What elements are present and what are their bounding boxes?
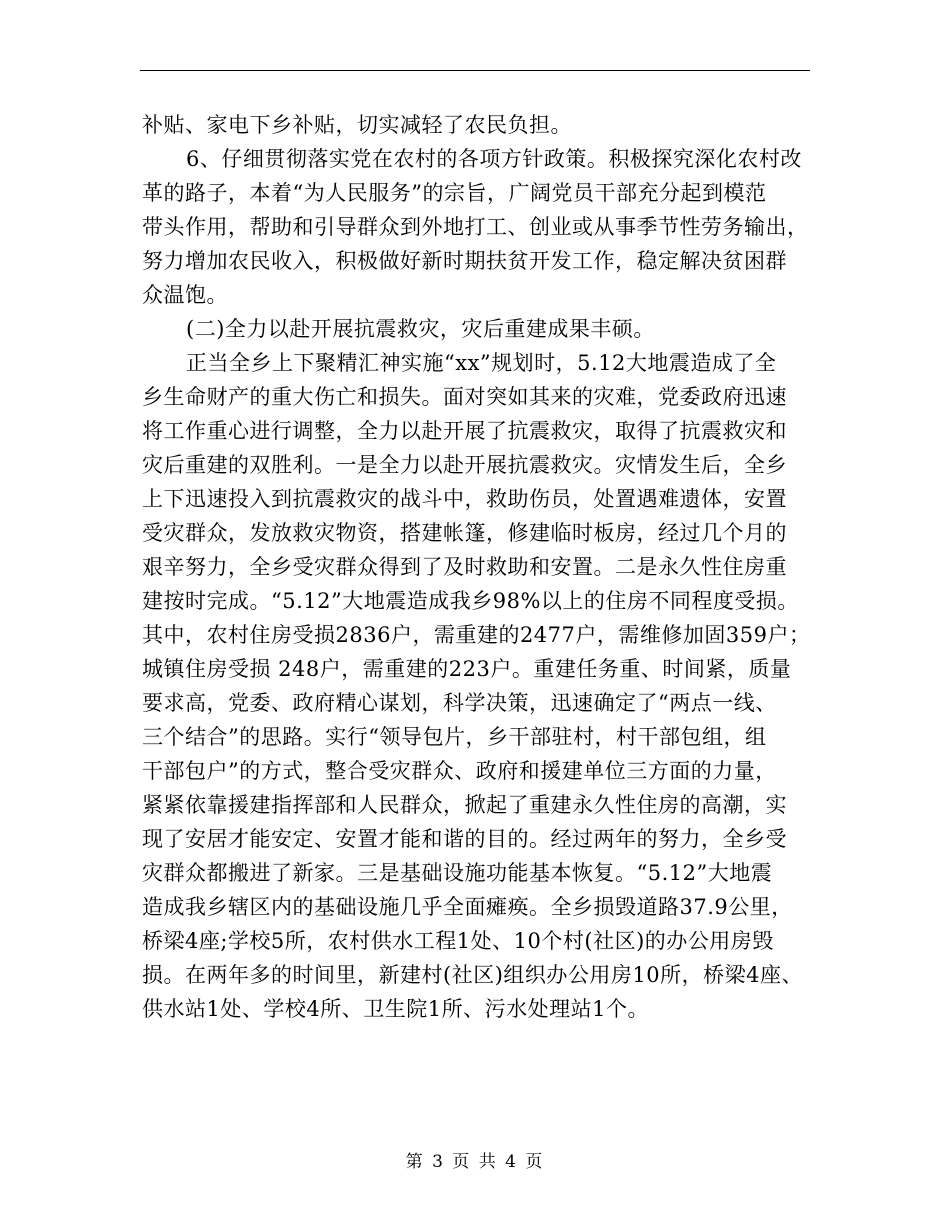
text-line: 上下迅速投入到抗震救灾的战斗中，救助伤员，处置遇难遗体，安置 (142, 487, 787, 511)
text-line: 受灾群众，发放救灾物资，搭建帐篷，修建临时板房，经过几个月的 (142, 521, 787, 545)
text-line: 供水站1处、学校4所、卫生院1所、污水处理站1个。 (142, 997, 649, 1021)
text-line: 桥梁4座;学校5所，农村供水工程1处、10个村(社区)的办公用房毁 (142, 929, 774, 953)
text-line: 建按时完成。“5.12”大地震造成我乡98%以上的住房不同程度受损。 (142, 589, 799, 613)
text-line: 现了安居才能安定、安置才能和谐的目的。经过两年的努力，全乡受 (142, 827, 787, 851)
text-line: 革的路子，本着“为人民服务”的宗旨，广阔党员干部充分起到模范 (142, 181, 767, 205)
text-line: 损。在两年多的时间里，新建村(社区)组织办公用房10所，桥梁4座、 (142, 963, 803, 987)
text-line: 紧紧依靠援建指挥部和人民群众，掀起了重建永久性住房的高潮，实 (142, 793, 787, 817)
text-line: 三个结合”的思路。实行“领导包片，乡干部驻村，村干部包组，组 (142, 725, 767, 749)
text-line: 灾群众都搬进了新家。三是基础设施功能基本恢复。“5.12”大地震 (142, 861, 773, 885)
text-line: 其中，农村住房受损2836户，需重建的2477户，需维修加固359户； (142, 623, 811, 647)
text-line: 造成我乡辖区内的基础设施几乎全面瘫痪。全乡损毁道路37.9公里， (142, 895, 793, 919)
paragraph-start-line: 6、仔细贯彻落实党在农村的各项方针政策。积极探究深化农村改 (186, 147, 802, 171)
text-line: 城镇住房受损 248户，需重建的223户。重建任务重、时间紧，质量 (142, 657, 792, 681)
section-heading: (二)全力以赴开展抗震救灾，灾后重建成果丰硕。 (186, 317, 655, 341)
text-line: 艰辛努力，全乡受灾群众得到了及时救助和安置。二是永久性住房重 (142, 555, 787, 579)
text-line: 带头作用，帮助和引导群众到外地打工、创业或从事季节性劳务输出， (142, 215, 809, 239)
text-line: 乡生命财产的重大伤亡和损失。面对突如其来的灾难，党委政府迅速 (142, 385, 787, 409)
text-line: 众温饱。 (142, 283, 228, 307)
page-number: 第 3 页 共 4 页 (405, 1152, 545, 1172)
text-line: 灾后重建的双胜利。一是全力以赴开展抗震救灾。灾情发生后，全乡 (142, 453, 787, 477)
document-body (142, 108, 811, 1026)
text-line: 补贴、家电下乡补贴，切实减轻了农民负担。 (142, 113, 572, 137)
text-line: 努力增加农民收入，积极做好新时期扶贫开发工作，稳定解决贫困群 (142, 249, 787, 273)
text-line: 将工作重心进行调整，全力以赴开展了抗震救灾，取得了抗震救灾和 (142, 419, 787, 443)
text-line: 干部包户”的方式，整合受灾群众、政府和援建单位三方面的力量， (142, 759, 777, 783)
header-rule (140, 70, 810, 71)
paragraph-start-line: 正当全乡上下聚精汇神实施“xx”规划时，5.12大地震造成了全 (186, 351, 777, 375)
text-line: 要求高，党委、政府精心谋划，科学决策，迅速确定了“两点一线、 (142, 691, 777, 715)
